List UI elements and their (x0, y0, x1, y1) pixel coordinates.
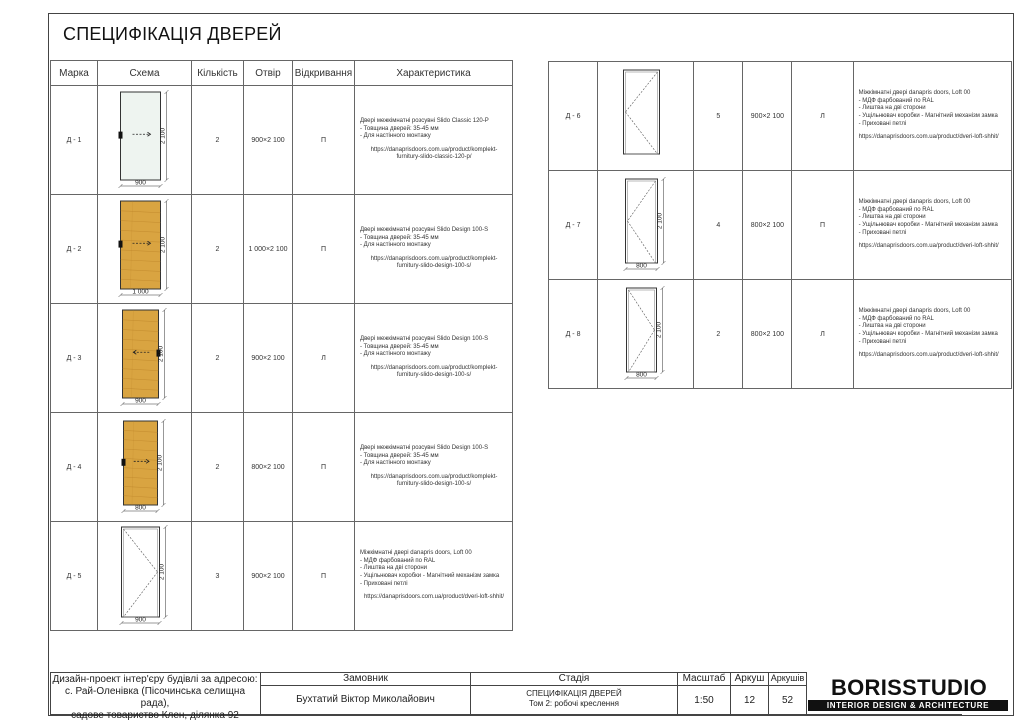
description-line: - Приховані петлі (858, 229, 907, 236)
spec-table-right (548, 61, 1012, 389)
door-opening: 800×2 100 (743, 171, 792, 280)
header-schema: Схема (98, 61, 192, 86)
description-line: - Для настінного монтажу (360, 351, 431, 358)
product-link[interactable]: https://danaprisdoors.com.ua/product/dveri-loft-shhit/ (858, 243, 999, 250)
rows_left-2-schema-drawing (98, 304, 191, 412)
door-mark: Д - 6 (549, 62, 598, 171)
door-handle (119, 132, 123, 139)
spec-table-left (50, 60, 513, 631)
description-line: - Ущільнювач коробки - Магнітний механізм замка (360, 573, 500, 579)
door-swing: Л (293, 304, 355, 413)
door-mark: Д - 1 (51, 86, 98, 195)
door-schema (98, 195, 192, 304)
height-dimension-label: 2 100 (655, 321, 663, 339)
door-qty: 2 (192, 413, 244, 522)
project-line-2: с. Рай-Оленівка (Пісочинська селищна рада), (64, 686, 246, 709)
product-link[interactable]: https://danaprisdoors.com.ua/product/komplekt-furnitury-slido-design-100-s/ (370, 364, 498, 379)
door-swing: П (293, 195, 355, 304)
door-mark: Д - 4 (51, 413, 98, 522)
door-leaf (124, 421, 158, 505)
project-address (52, 674, 258, 722)
door-frame (624, 70, 660, 154)
height-dimension-label: 2 100 (159, 127, 167, 145)
door-row (549, 280, 1012, 389)
door-schema (98, 413, 192, 522)
description-line: Міжкімнатні двері danapris doors, Loft 00 (858, 90, 971, 97)
header-opening: Отвір (244, 61, 293, 86)
description-line: - Приховані петлі (858, 120, 907, 127)
door-frame (626, 179, 658, 263)
door-mark: Д - 8 (549, 280, 598, 389)
door-frame (627, 288, 657, 372)
door-qty: 3 (192, 522, 244, 631)
project-line-3: садове товариство Клен, ділянка 92 (71, 710, 239, 721)
width-dimension-label: 900 (135, 616, 146, 624)
door-leaf (123, 310, 159, 398)
door-schema (598, 62, 694, 171)
width-dimension-label: 1 000 (132, 288, 149, 296)
door-schema (598, 280, 694, 389)
rows_left-3-schema-drawing (98, 413, 191, 521)
page-title: СПЕЦИФІКАЦІЯ ДВЕРЕЙ (63, 24, 282, 44)
rows_left-0-schema-drawing (98, 86, 191, 194)
door-schema (98, 86, 192, 195)
description-line: Міжкімнатні двері danapris doors, Loft 00 (858, 308, 971, 315)
door-handle (122, 459, 126, 466)
description-line: - Ущільнювач коробки - Магнітний механізм замка (858, 222, 998, 228)
door-description (853, 280, 1011, 389)
door-qty: 4 (694, 171, 743, 280)
product-link[interactable]: https://danaprisdoors.com.ua/product/dveri-loft-shhit/ (363, 594, 505, 601)
height-dimension-label: 2 100 (159, 236, 167, 254)
scale-value: 1:50 (694, 695, 714, 706)
studio-logo (806, 677, 1012, 713)
door-description (355, 86, 513, 195)
description-line: - Для настінного монтажу (360, 133, 431, 140)
description-line: - Товщина дверей: 35-45 мм (360, 125, 439, 132)
rows_right-1-schema-drawing (598, 171, 693, 279)
door-qty: 2 (694, 280, 743, 389)
header-swing: Відкривання (293, 61, 355, 86)
description-line: Двері межкімнатні розсувні Slido Design 100-S (360, 445, 489, 452)
description-line: - Приховані петлі (858, 338, 907, 345)
rows_left-1-schema-drawing (98, 195, 191, 303)
height-dimension-label: 2 100 (656, 212, 664, 230)
door-description (355, 304, 513, 413)
door-description (355, 413, 513, 522)
door-row (51, 86, 513, 195)
height-dimension-label: 2 100 (156, 454, 164, 472)
rows_right-0-schema-drawing (598, 62, 693, 170)
description-line: - Ущільнювач коробки - Магнітний механізм замка (858, 113, 998, 119)
description-line: - Ущільнювач коробки - Магнітний механізм замка (858, 331, 998, 337)
door-swing: П (293, 522, 355, 631)
door-row (549, 62, 1012, 171)
width-dimension-label: 900 (135, 397, 146, 405)
door-row (51, 413, 513, 522)
door-swing: П (293, 413, 355, 522)
stage-title: СПЕЦИФІКАЦІЯ ДВЕРЕЙ (526, 689, 622, 698)
door-description (853, 62, 1011, 171)
door-opening: 900×2 100 (244, 86, 293, 195)
description-line: - Приховані петлі (360, 580, 408, 587)
door-qty: 2 (192, 304, 244, 413)
door-mark: Д - 3 (51, 304, 98, 413)
description-line: Двері межкімнатні розсувні Slido Design 100-S (360, 227, 489, 234)
door-row (549, 171, 1012, 280)
description-line: - МДФ фарбований по RAL (858, 315, 934, 322)
client-label: Замовник (343, 673, 388, 684)
description-line: - Лиштва на дві сторони (858, 323, 926, 330)
door-handle (119, 241, 123, 248)
door-mark: Д - 2 (51, 195, 98, 304)
width-dimension-label: 800 (135, 504, 146, 512)
door-leaf (121, 92, 161, 180)
description-line: - Лиштва на дві сторони (858, 105, 926, 112)
scale-label: Масштаб (682, 673, 726, 684)
door-swing: Л (792, 62, 853, 171)
description-line: - МДФ фарбований по RAL (858, 206, 934, 213)
sheets-value: 52 (781, 695, 794, 706)
product-link[interactable]: https://danaprisdoors.com.ua/product/dveri-loft-shhit/ (858, 134, 999, 141)
door-mark: Д - 7 (549, 171, 598, 280)
sheet-label: Аркуш (734, 673, 765, 684)
description-line: - Лиштва на дві сторони (360, 565, 428, 572)
header-mark: Марка (51, 61, 98, 86)
height-dimension-label: 2 100 (158, 563, 166, 581)
door-opening: 800×2 100 (244, 413, 293, 522)
product-link[interactable]: https://danaprisdoors.com.ua/product/komplekt-furnitury-slido-design-100-s/ (370, 255, 498, 270)
header-qty: Кількість (192, 61, 244, 86)
description-line: - МДФ фарбований по RAL (360, 557, 436, 564)
description-line: - Для настінного монтажу (360, 460, 431, 467)
description-line: Двері межкімнатні розсувні Slido Design 100-S (360, 336, 489, 343)
width-dimension-label: 800 (636, 371, 648, 379)
description-line: Міжкімнатні двері danapris doors, Loft 00 (858, 199, 971, 206)
sheets-label: Аркушів (770, 673, 805, 683)
door-description (355, 522, 513, 631)
door-frame (122, 527, 160, 617)
description-line: - Для настінного монтажу (360, 242, 431, 249)
door-opening: 900×2 100 (244, 304, 293, 413)
sheet-value: 12 (743, 695, 756, 706)
door-leaf (121, 201, 161, 289)
stage-subtitle: Том 2: робочі креслення (529, 699, 619, 708)
product-link[interactable]: https://danaprisdoors.com.ua/product/komplekt-furnitury-slido-classic-120-p/ (370, 146, 498, 161)
door-schema (98, 522, 192, 631)
stage-label: Стадія (558, 673, 590, 684)
door-description (853, 171, 1011, 280)
table-header-row (51, 61, 513, 86)
project-line-1: Дизайн-проект інтер'єру будівлі за адресою: (52, 674, 258, 685)
door-schema (98, 304, 192, 413)
logo-sub-text: INTERIOR DESIGN & ARCHITECTURE (808, 700, 1008, 711)
rows_left-4-schema-drawing (98, 522, 191, 630)
door-opening: 900×2 100 (743, 62, 792, 171)
product-link[interactable]: https://danaprisdoors.com.ua/product/dveri-loft-shhit/ (858, 352, 999, 359)
description-line: - МДФ фарбований по RAL (858, 97, 934, 104)
door-row (51, 522, 513, 631)
door-mark: Д - 5 (51, 522, 98, 631)
description-line: Двері межкімнатні розсувні Slido Classic 120-P (360, 118, 489, 125)
client-name: Бухтатий Віктор Миколайович (296, 694, 435, 705)
rows_right-2-schema-drawing (598, 280, 693, 388)
door-swing: П (293, 86, 355, 195)
door-qty: 2 (192, 86, 244, 195)
description-line: - Товщина дверей: 35-45 мм (360, 343, 439, 350)
product-link[interactable]: https://danaprisdoors.com.ua/product/komplekt-furnitury-slido-design-100-s/ (370, 473, 498, 488)
door-opening: 800×2 100 (743, 280, 792, 389)
logo-main-text: BORISSTUDIO (830, 675, 988, 700)
door-qty: 2 (192, 195, 244, 304)
description-line: - Лиштва на дві сторони (858, 214, 926, 221)
description-line: Міжкімнатні двері danapris doors, Loft 00 (360, 550, 472, 557)
width-dimension-label: 800 (636, 262, 648, 270)
door-schema (598, 171, 694, 280)
door-row (51, 304, 513, 413)
door-row (51, 195, 513, 304)
door-description (355, 195, 513, 304)
width-dimension-label: 900 (135, 179, 146, 187)
door-qty: 5 (694, 62, 743, 171)
door-swing: П (792, 171, 853, 280)
door-opening: 900×2 100 (244, 522, 293, 631)
door-swing: Л (792, 280, 853, 389)
description-line: - Товщина дверей: 35-45 мм (360, 234, 439, 241)
door-opening: 1 000×2 100 (244, 195, 293, 304)
header-description: Характеристика (355, 61, 513, 86)
description-line: - Товщина дверей: 35-45 мм (360, 452, 439, 459)
height-dimension-label: 2 100 (157, 345, 165, 363)
